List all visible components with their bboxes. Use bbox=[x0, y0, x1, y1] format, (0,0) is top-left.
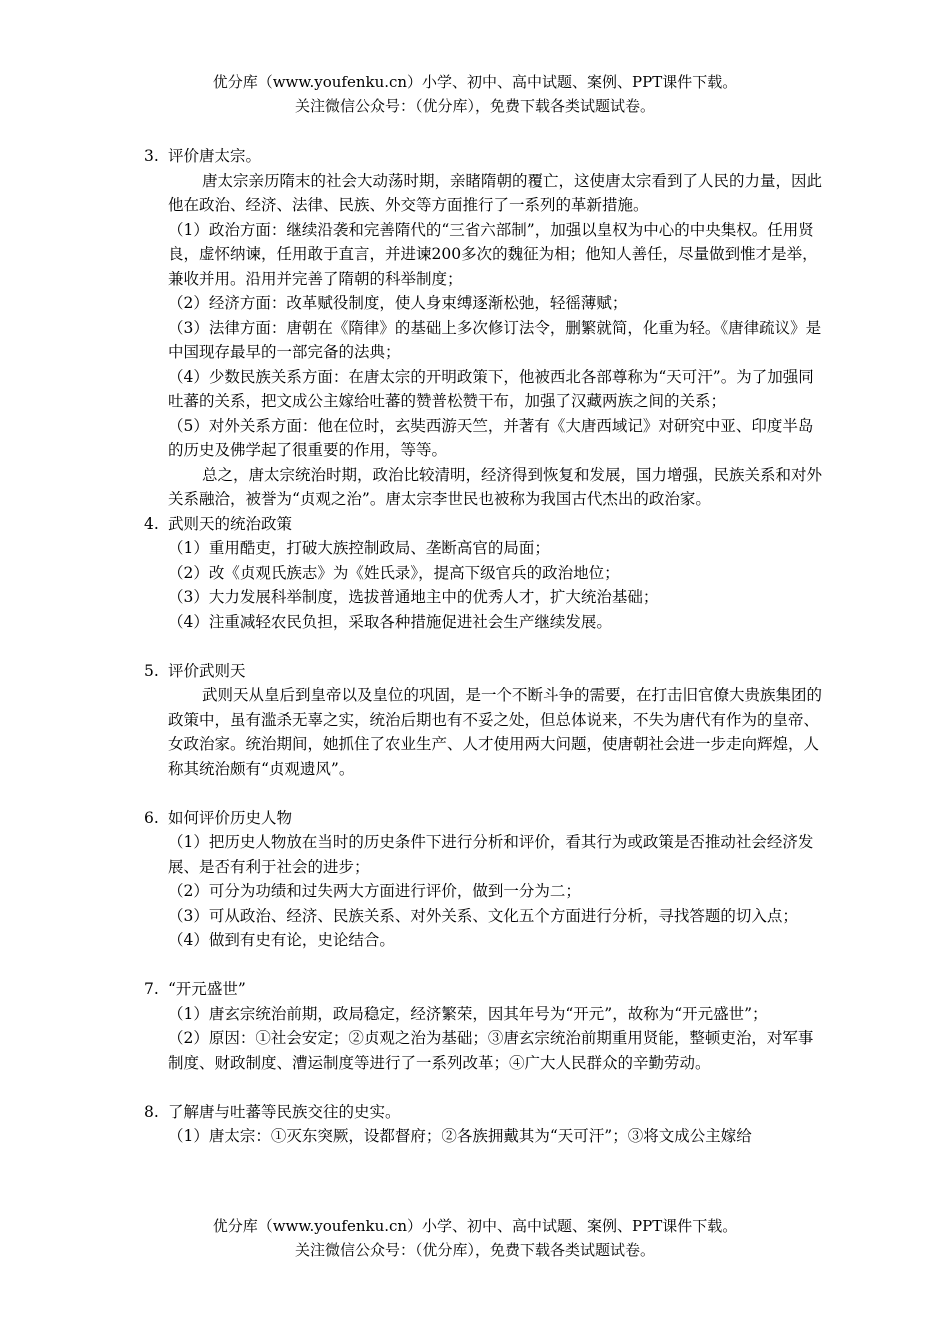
list-item: （4）少数民族关系方面：在唐太宗的开明政策下，他被西北各部尊称为“天可汗”。为了加强同吐蕃的关系，把文成公主嫁给吐蕃的赞普松赞干布，加强了汉藏两族之间的关系； bbox=[168, 367, 814, 410]
section-heading bbox=[144, 659, 824, 684]
section-title: 评价武则天 bbox=[168, 661, 246, 680]
document-body bbox=[144, 144, 824, 1149]
list-item: （3）可从政治、经济、民族关系、对外关系、文化五个方面进行分析，寻找答题的切入点； bbox=[168, 906, 798, 925]
section-title: 了解唐与吐蕃等民族交往的史实。 bbox=[168, 1102, 401, 1121]
list-item: （1）唐太宗：①灭东突厥，设都督府；②各族拥戴其为“天可汗”；③将文成公主嫁给 bbox=[168, 1127, 752, 1145]
spacer bbox=[144, 953, 824, 978]
section-number: 3. bbox=[144, 147, 159, 165]
list-item: （1）把历史人物放在当时的历史条件下进行分析和评价，看其行为或政策是否推动社会经济发展、是否有利于社会的进步； bbox=[168, 833, 814, 876]
section-heading bbox=[144, 512, 824, 537]
section-heading bbox=[144, 977, 824, 1002]
list-item: （2）经济方面：改革赋役制度，使人身束缚逐渐松弛，轻徭薄赋； bbox=[168, 294, 628, 312]
list-item: （5）对外关系方面：他在位时，玄奘西游天竺，并著有《大唐西域记》对研究中亚、印度半岛的历史及佛学起了很重要的作用，等等。 bbox=[168, 416, 814, 459]
section-title: “开元盛世” bbox=[168, 980, 246, 998]
header-line-2: 关注微信公众号：（优分库），免费下载各类试题试卷。 bbox=[294, 97, 655, 115]
paragraph: 总之，唐太宗统治时期，政治比较清明，经济得到恢复和发展，国力增强，民族关系和对外关系融洽，被誉为“贞观之治”。唐太宗李世民也被称为我国古代杰出的政治家。 bbox=[168, 465, 823, 508]
list-item: （4）做到有史有论，史论结合。 bbox=[168, 931, 395, 949]
section-heading bbox=[144, 806, 824, 831]
list-item: （2）可分为功绩和过失两大方面进行评价，做到一分为二； bbox=[168, 882, 581, 900]
spacer bbox=[144, 634, 824, 659]
footer-line-1: 优分库（www.youfenku.cn）小学、初中、高中试题、案例、PPT课件下载。 bbox=[212, 1217, 738, 1235]
list-item: （1）政治方面：继续沿袭和完善隋代的“三省六部制”，加强以皇权为中心的中央集权。任用贤良，虚怀纳谏，任用敢于直言，并进谏200多次的魏征为相；他知人善任，尽量做到惟才是举，兼收并用。沿用并完善了隋朝的科举制度； bbox=[168, 220, 818, 288]
page-header bbox=[0, 70, 950, 118]
paragraph: 武则天从皇后到皇帝以及皇位的巩固，是一个不断斗争的需要，在打击旧官僚大贵族集团的政策中，虽有滥杀无辜之实，统治后期也有不妥之处，但总体说来，不失为唐代有作为的皇帝、女政治家。统治期间，她抓住了农业生产、人才使用两大问题，使唐朝社会进一步走向辉煌，人称其统治颇有“贞观遗风”。 bbox=[168, 686, 823, 778]
list-item: （3）大力发展科举制度，选拔普通地主中的优秀人才，扩大统治基础； bbox=[168, 588, 659, 606]
list-item: （4）注重减轻农民负担，采取各种措施促进社会生产继续发展。 bbox=[168, 612, 612, 631]
section-heading bbox=[144, 144, 824, 169]
list-item: （2）原因：①社会安定；②贞观之治为基础；③唐玄宗统治前期重用贤能，整顿吏治，对军事制度、财政制度、漕运制度等进行了一系列改革；④广大人民群众的辛勤劳动。 bbox=[168, 1029, 814, 1072]
section-number: 7. bbox=[144, 980, 159, 998]
page-footer bbox=[0, 1214, 950, 1262]
section-number: 4. bbox=[144, 514, 159, 533]
list-item: （1）重用酷吏，打破大族控制政局、垄断高官的局面； bbox=[168, 539, 550, 557]
spacer bbox=[144, 1075, 824, 1100]
paragraph: 唐太宗亲历隋末的社会大动荡时期，亲睹隋朝的覆亡，这使唐太宗看到了人民的力量，因此他在政治、经济、法律、民族、外交等方面推行了一系列的革新措施。 bbox=[168, 171, 823, 214]
list-item: （1）唐玄宗统治前期，政局稳定，经济繁荣，因其年号为“开元”，故称为“开元盛世”； bbox=[168, 1004, 768, 1023]
list-item: （3）法律方面：唐朝在《隋律》的基础上多次修订法令，删繁就简，化重为轻。《唐律疏议》是中国现存最早的一部完备的法典； bbox=[168, 318, 822, 361]
section-title: 如何评价历史人物 bbox=[168, 808, 293, 827]
spacer bbox=[144, 781, 824, 806]
section-title: 评价唐太宗。 bbox=[168, 147, 262, 165]
section-number: 6. bbox=[144, 808, 159, 827]
section-heading bbox=[144, 1100, 824, 1125]
section-number: 5. bbox=[144, 661, 159, 680]
list-item: （2）改《贞观氏族志》为《姓氏录》，提高下级官兵的政治地位； bbox=[168, 563, 620, 582]
section-number: 8. bbox=[144, 1102, 159, 1121]
section-title: 武则天的统治政策 bbox=[168, 514, 293, 533]
header-line-1: 优分库（www.youfenku.cn）小学、初中、高中试题、案例、PPT课件下载。 bbox=[212, 73, 738, 91]
footer-line-2: 关注微信公众号：（优分库），免费下载各类试题试卷。 bbox=[294, 1241, 655, 1259]
